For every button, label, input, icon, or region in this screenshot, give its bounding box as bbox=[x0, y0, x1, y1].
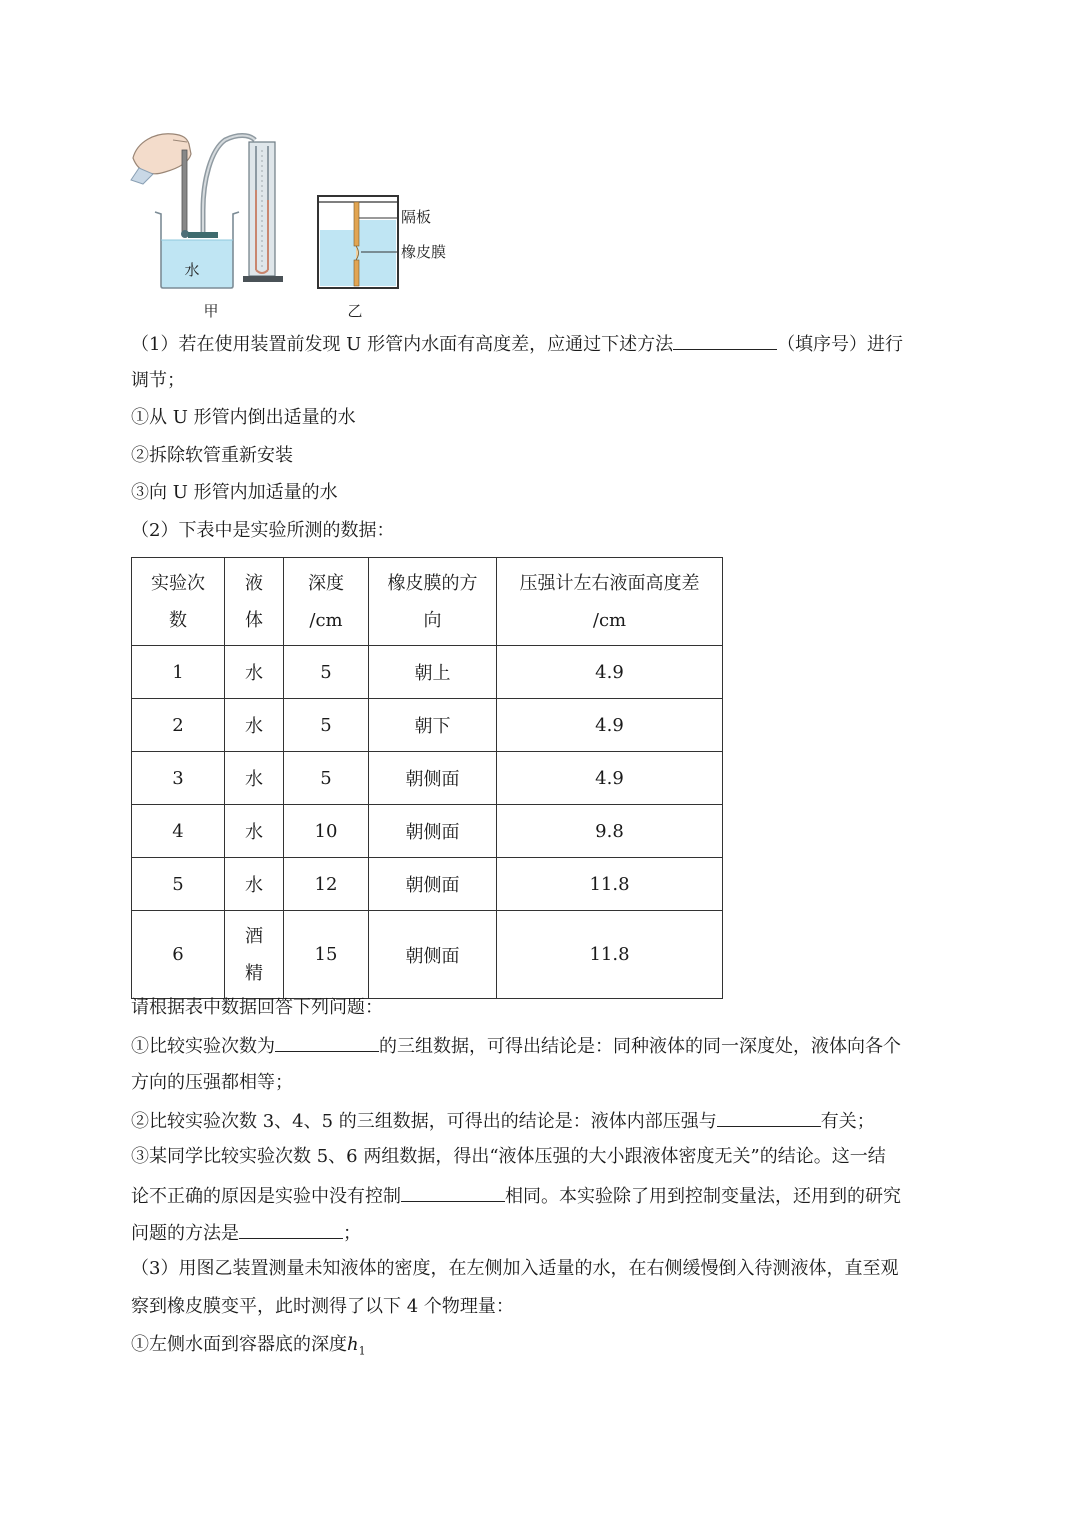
q2-answer-1: ①比较实验次数为 的三组数据，可得出结论是：同种液体的同一深度处，液体向各个 bbox=[131, 1033, 901, 1059]
q2-blank-2[interactable] bbox=[717, 1108, 821, 1127]
header-liquid: 液 体 bbox=[225, 558, 284, 646]
variable-h: h bbox=[347, 1334, 359, 1355]
q2-answer-3-cont: 论不正确的原因是实验中没有控制 相同。本实验除了用到控制变量法，还用到的研究 bbox=[131, 1183, 901, 1209]
q2-answer-3: ③某同学比较实验次数 5、6 两组数据，得出“液体压强的大小跟液体密度无关”的结论。这一结 bbox=[131, 1146, 886, 1167]
q1-line1: （1）若在使用装置前发现 U 形管内水面有高度差，应通过下述方法 （填序号）进行 bbox=[131, 331, 903, 357]
label-membrane: 橡皮膜 bbox=[401, 243, 447, 261]
q2-blank-1[interactable] bbox=[275, 1033, 379, 1052]
q1-option-1: ①从 U 形管内倒出适量的水 bbox=[131, 407, 356, 428]
experiment-figure bbox=[125, 120, 485, 325]
q3-item-1: ①左侧水面到容器底的深度$h_1$ bbox=[131, 1334, 366, 1358]
table-row: 5 水 12 朝侧面 11.8 bbox=[132, 858, 723, 911]
table-header-row bbox=[132, 558, 723, 646]
q2-blank-3[interactable] bbox=[401, 1183, 505, 1202]
u-tube-manometer bbox=[243, 142, 283, 282]
label-jia: 甲 bbox=[203, 302, 219, 320]
table-row: 4 水 10 朝侧面 9.8 bbox=[132, 805, 723, 858]
q2-answer-3-cont2: 问题的方法是 ； bbox=[131, 1220, 361, 1246]
q3-line1: （3）用图乙装置测量未知液体的密度，在左侧加入适量的水，在右侧缓慢倒入待测液体，直至观 bbox=[131, 1258, 899, 1279]
table-row: 6 酒 精 15 朝侧面 11.8 bbox=[132, 911, 723, 999]
probe bbox=[181, 136, 255, 239]
label-yi: 乙 bbox=[347, 302, 363, 320]
q2-blank-4[interactable] bbox=[239, 1220, 343, 1239]
q1-option-2: ②拆除软管重新安装 bbox=[131, 445, 293, 466]
q1-option-3: ③向 U 形管内加适量的水 bbox=[131, 482, 338, 503]
q2-intro: （2）下表中是实验所测的数据： bbox=[131, 520, 395, 541]
header-direction: 橡皮膜的方 向 bbox=[369, 558, 497, 646]
header-depth: 深度 /cm bbox=[284, 558, 369, 646]
q1-answer-blank[interactable] bbox=[673, 331, 777, 350]
header-trial: 实验次 数 bbox=[132, 558, 225, 646]
label-water: 水 bbox=[184, 261, 200, 279]
label-partition: 隔板 bbox=[401, 208, 432, 226]
q2-prompt: 请根据表中数据回答下列问题： bbox=[131, 997, 383, 1018]
data-table bbox=[131, 557, 723, 999]
q3-line2: 察到橡皮膜变平，此时测得了以下 4 个物理量： bbox=[131, 1296, 514, 1317]
table-row: 2 水 5 朝下 4.9 bbox=[132, 699, 723, 752]
q2-answer-1-cont: 方向的压强都相等； bbox=[131, 1072, 293, 1093]
header-height-diff: 压强计左右液面高度差 /cm bbox=[497, 558, 723, 646]
container-yi bbox=[318, 196, 399, 288]
table-row: 1 水 5 朝上 4.9 bbox=[132, 646, 723, 699]
table-row: 3 水 5 朝侧面 4.9 bbox=[132, 752, 723, 805]
q1-line2: 调节； bbox=[131, 370, 185, 391]
q2-answer-2: ②比较实验次数 3、4、5 的三组数据，可得出的结论是：液体内部压强与 有关； bbox=[131, 1108, 875, 1134]
